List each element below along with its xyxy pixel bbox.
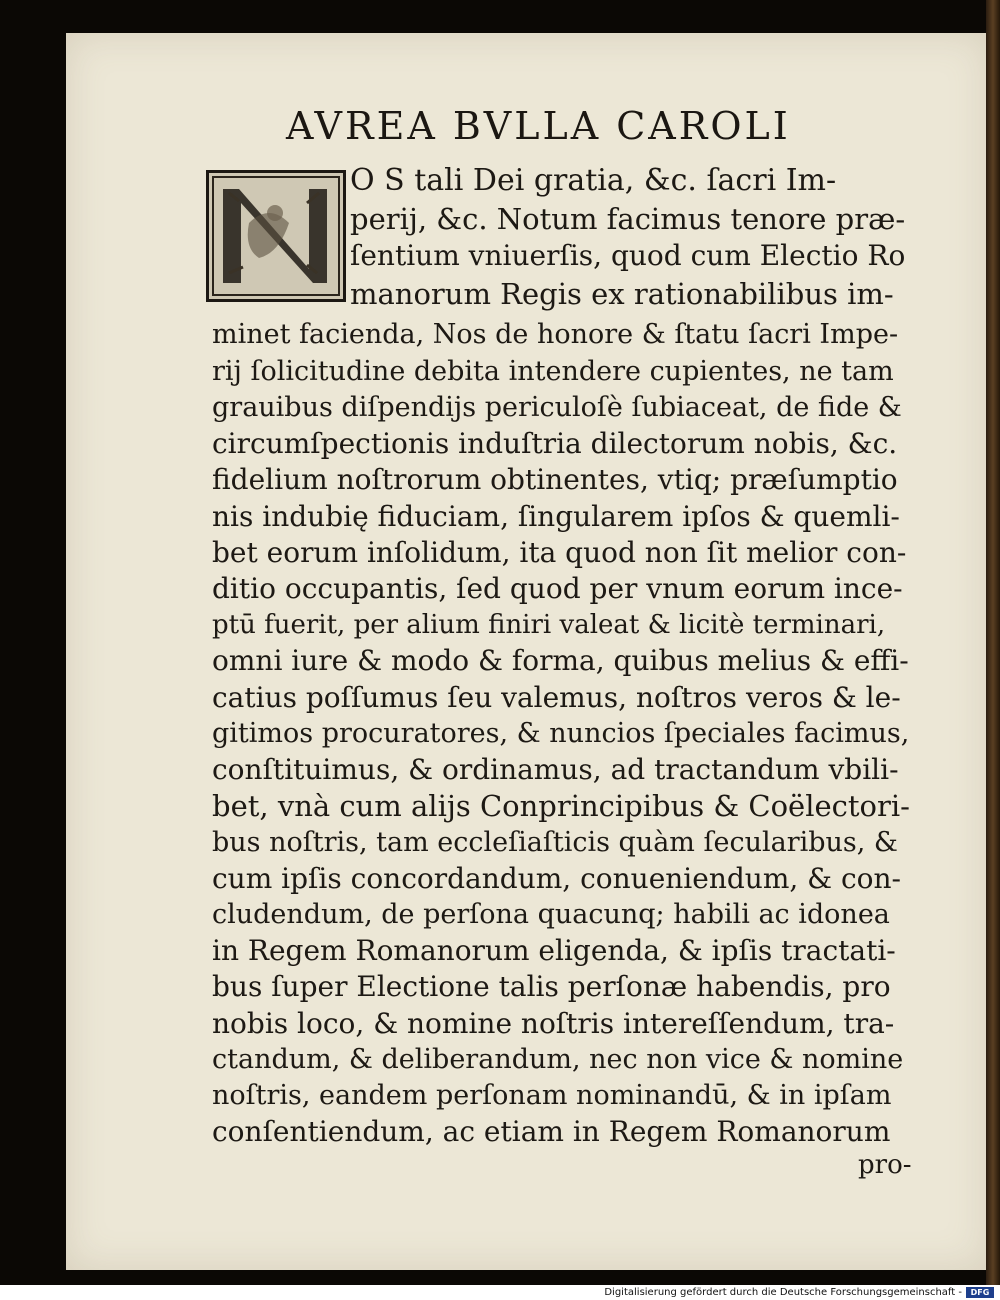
text-line: O S tali Dei gratia, &c. ſacri Im- xyxy=(350,163,837,198)
text-line: manorum Regis ex rationabilibus im- xyxy=(350,277,894,311)
text-line: in Regem Romanorum eligenda, & ipſis tractati- xyxy=(212,934,896,967)
text-line: bet eorum inſolidum, ita quod non ſit melior con- xyxy=(212,536,907,569)
text-line: nis indubię fiduciam, ſingularem ipſos & quemli- xyxy=(212,500,900,533)
text-line: conſentiendum, ac etiam in Regem Romanorum xyxy=(212,1115,891,1148)
text-line: fidelium noſtrorum obtinentes, vtiq; præſumptio xyxy=(212,463,898,496)
text-line: circumſpectionis induſtria dilectorum nobis, &c. xyxy=(212,427,898,460)
dfg-logo-icon[interactable]: DFG xyxy=(966,1287,994,1298)
text-line: rij ſolicitudine debita intendere cupientes, ne tam xyxy=(212,356,894,387)
text-line: conſtituimus, & ordinamus, ad tractandum vbili- xyxy=(212,753,899,786)
text-line: nobis loco, & nomine noſtris intereſſendum, tra- xyxy=(212,1007,895,1040)
catchword: pro- xyxy=(858,1150,912,1180)
book-spine-edge xyxy=(986,0,1000,1285)
text-line: ptū fuerit, per alium finiri valeat & licitè terminari, xyxy=(212,610,886,640)
text-line: gitimos procuratores, & nuncios ſpeciales facimus, xyxy=(212,718,910,749)
text-line: ſentium vniuerſis, quod cum Electio Ro xyxy=(350,239,906,272)
funding-notice: Digitalisierung gefördert durch die Deutsche Forschungsgemeinschaft - xyxy=(604,1287,962,1298)
text-line: bus noſtris, tam eccleſiaſticis quàm ſecularibus, & xyxy=(212,827,898,858)
text-line: ditio occupantis, ſed quod per vnum eorum ince- xyxy=(212,572,903,605)
text-line: noſtris, eandem perſonam nominandū, & in ipſam xyxy=(212,1080,892,1111)
decorated-initial-n-icon xyxy=(206,170,346,302)
text-line: perij, &c. Notum facimus tenore præ- xyxy=(350,202,906,236)
text-line: minet facienda, Nos de honore & ſtatu ſacri Impe- xyxy=(212,319,899,350)
page-title: AVREA BVLLA CAROLI xyxy=(286,104,791,148)
text-line: omni iure & modo & forma, quibus melius & effi- xyxy=(212,644,909,677)
footer-bar xyxy=(0,1285,1000,1300)
text-line: bet, vnà cum alijs Conprincipibus & Coëlectori- xyxy=(212,789,910,823)
text-line: catius poſſumus ſeu valemus, noſtros veros & le- xyxy=(212,681,901,714)
text-line: grauibus diſpendijs periculoſè ſubiaceat, de fide & xyxy=(212,392,902,423)
text-line: ctandum, & deliberandum, nec non vice & nomine xyxy=(212,1044,904,1075)
text-line: bus ſuper Electione talis perſonæ habendis, pro xyxy=(212,970,891,1003)
text-line: cludendum, de perſona quacunq; habili ac idonea xyxy=(212,899,890,930)
text-line: cum ipſis concordandum, conueniendum, & con- xyxy=(212,862,902,895)
